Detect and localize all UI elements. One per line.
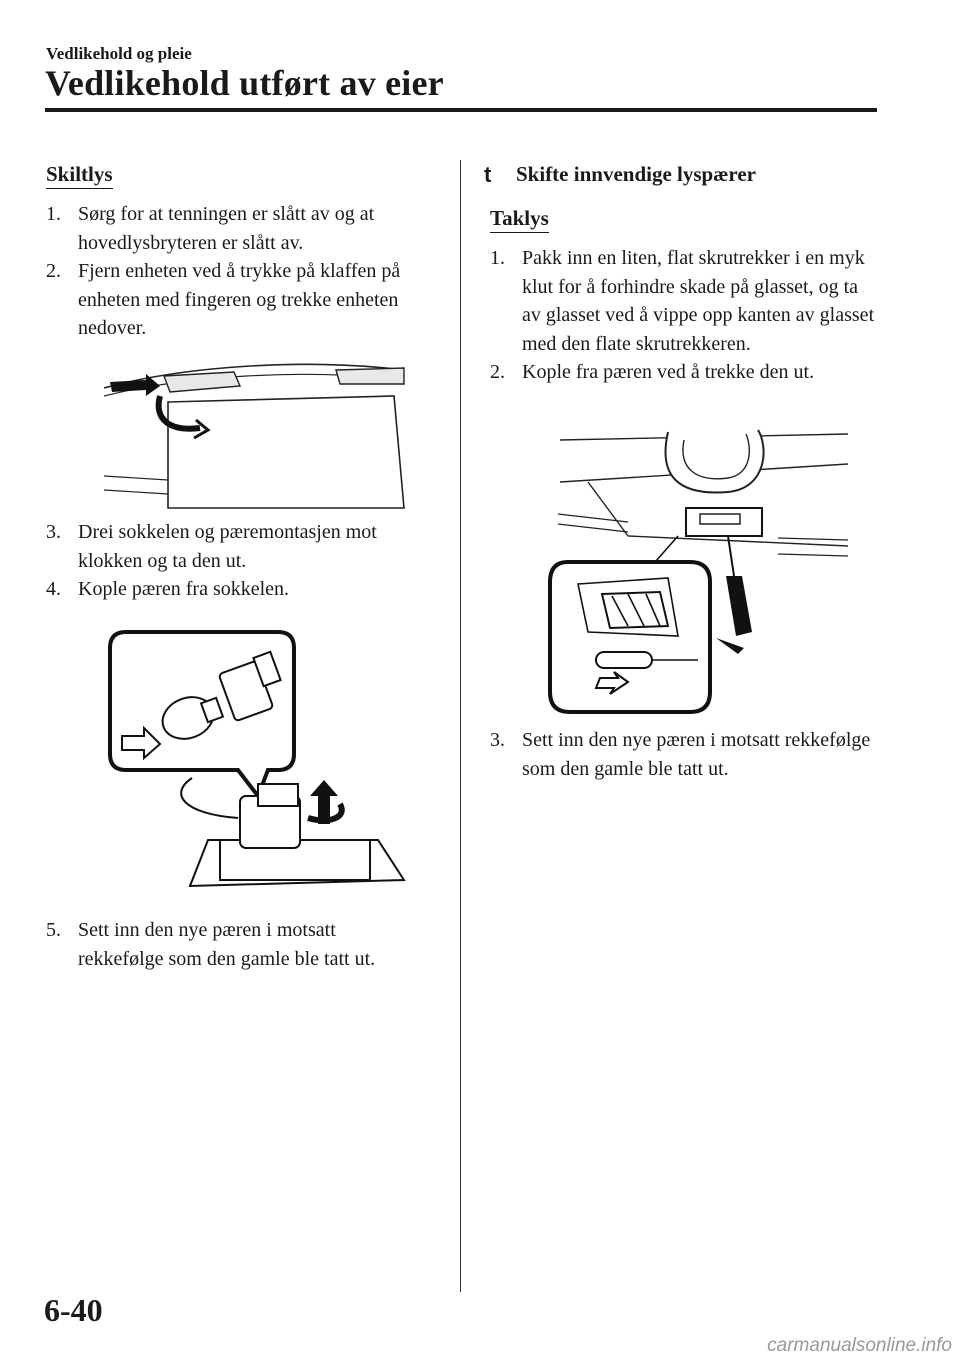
list-item <box>46 916 426 973</box>
license-bulb-socket-illustration <box>108 628 408 900</box>
page-number: 6-40 <box>44 1292 103 1328</box>
list-item <box>46 518 426 575</box>
list-item <box>490 244 875 358</box>
step-number: 2. <box>490 361 505 383</box>
step-text: Fjern enheten ved å trykke på klaffen på enheten med fingeren og trekke enheten nedover. <box>78 260 401 339</box>
interior-bulb-heading: Skifte innvendige lyspærer <box>516 162 756 186</box>
license-unit-removal-illustration <box>104 358 409 510</box>
list-item <box>490 726 875 783</box>
section-label: Vedlikehold og pleie <box>46 44 192 63</box>
step-text: Sett inn den nye pæren i motsatt rekkefølge som den gamle ble tatt ut. <box>522 729 871 780</box>
step-text: Pakk inn en liten, flat skrutrekker i en myk klut for å forhindre skade på glasset, og ta av glasset ved å vippe opp kanten av glasset med den flate skrutrekkeren. <box>522 247 875 355</box>
overhead-light-illustration <box>548 426 852 718</box>
title-rule <box>45 108 877 112</box>
step-number: 4. <box>46 578 61 600</box>
bullet-icon: t <box>484 162 492 187</box>
license-step-5 <box>46 916 426 973</box>
license-light-heading: Skiltlys <box>46 162 113 189</box>
watermark: carmanualsonline.info <box>767 1335 952 1356</box>
step-number: 1. <box>46 203 61 225</box>
list-item <box>46 575 426 604</box>
step-number: 3. <box>46 521 61 543</box>
list-item <box>46 257 426 343</box>
overhead-light-subheading: Taklys <box>490 206 549 233</box>
step-number: 5. <box>46 919 61 941</box>
step-text: Kople pæren fra sokkelen. <box>78 578 290 600</box>
license-steps-1-2 <box>46 200 426 343</box>
list-item <box>46 200 426 257</box>
step-text: Sett inn den nye pæren i motsatt rekkefølge som den gamle ble tatt ut. <box>78 919 376 970</box>
column-divider <box>460 160 461 1292</box>
overhead-step-3 <box>490 726 875 783</box>
step-text: Sørg for at tenningen er slått av og at hovedlysbryteren er slått av. <box>78 203 375 254</box>
step-number: 3. <box>490 729 505 751</box>
step-text: Drei sokkelen og pæremontasjen mot klokken og ta den ut. <box>78 521 377 572</box>
step-text: Kople fra pæren ved å trekke den ut. <box>522 361 815 383</box>
overhead-steps-1-2 <box>490 244 875 387</box>
list-item <box>490 358 875 387</box>
license-steps-3-4 <box>46 518 426 604</box>
step-number: 1. <box>490 247 505 269</box>
step-number: 2. <box>46 260 61 282</box>
page-title: Vedlikehold utført av eier <box>45 63 444 103</box>
